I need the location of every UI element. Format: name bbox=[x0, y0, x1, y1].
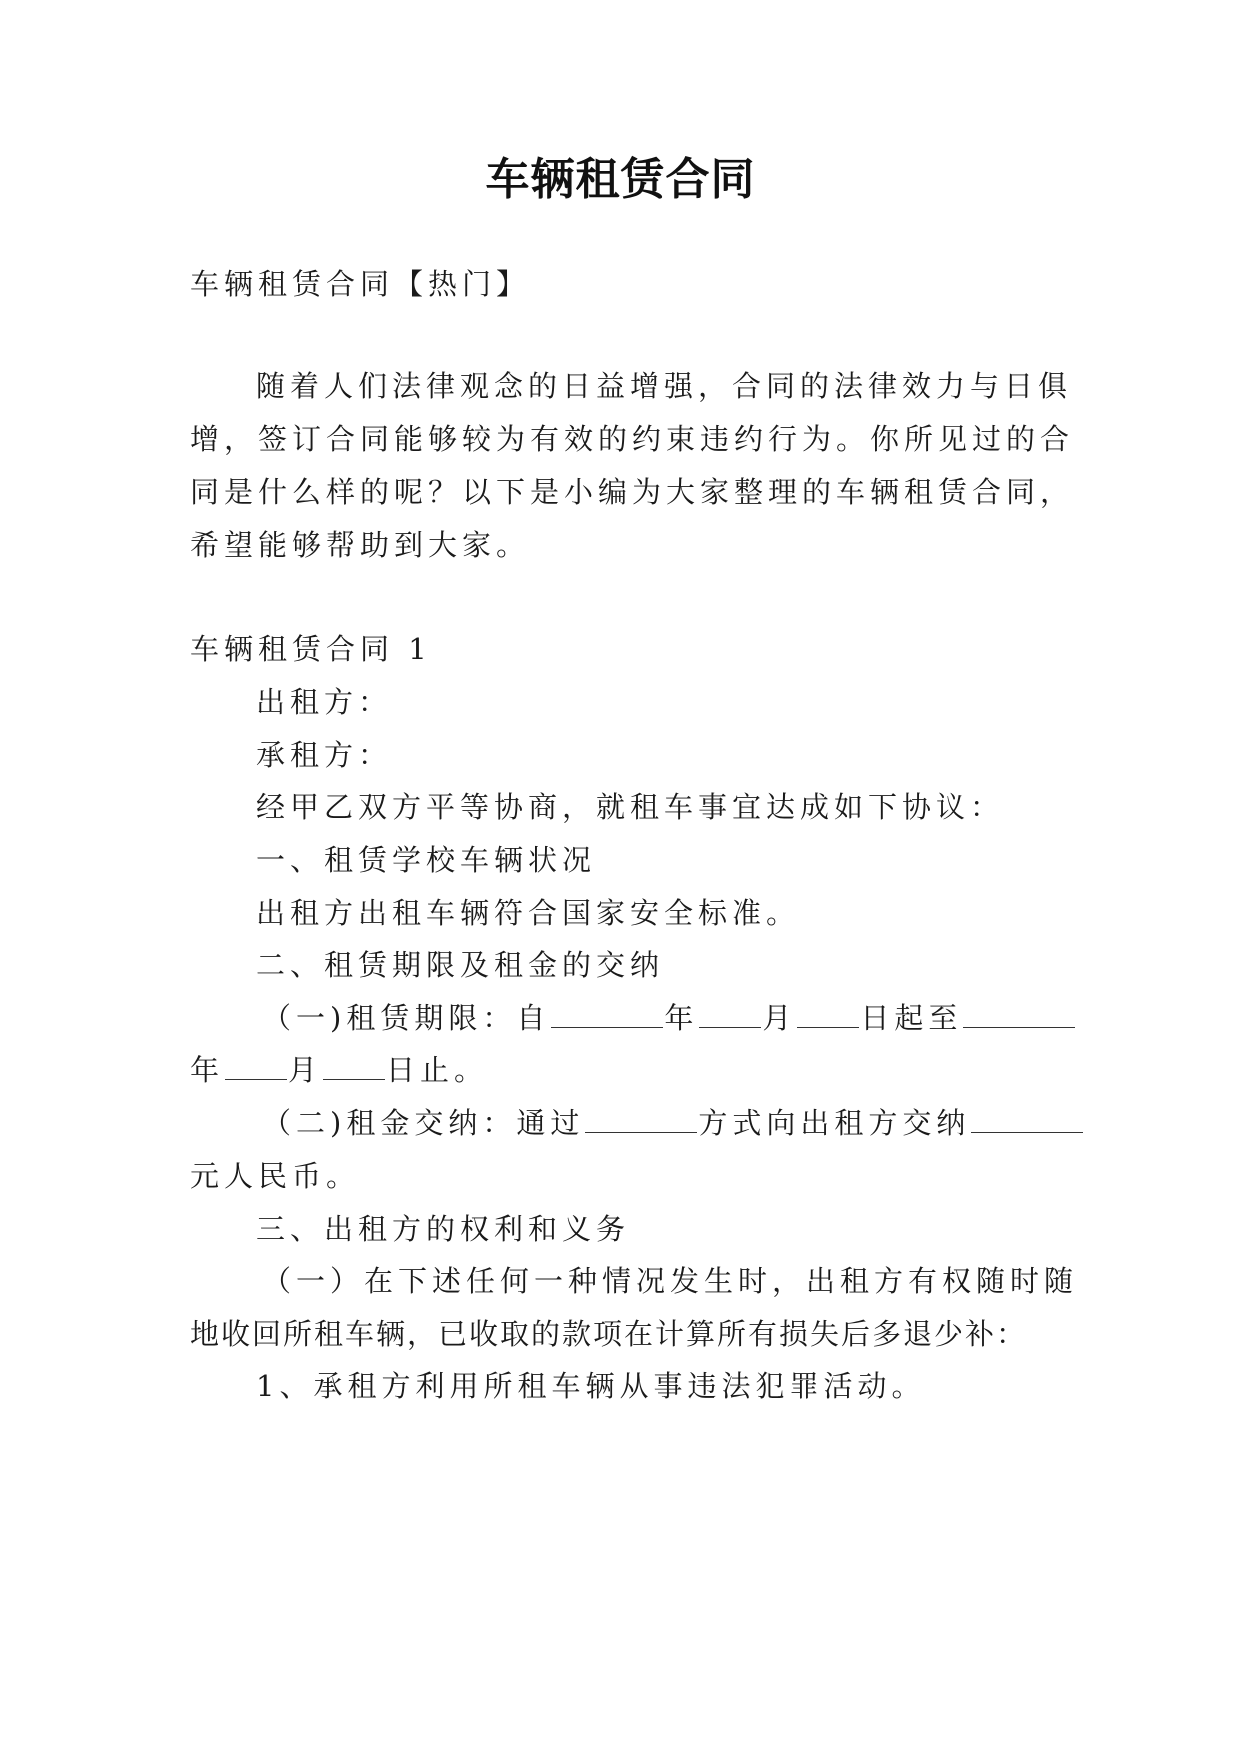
clause-text: 地收回所租车辆，已收取的款项在计算所有损失后多退少补： bbox=[190, 1317, 1028, 1351]
clause-heading: 一、租赁学校车辆状况 bbox=[256, 843, 597, 877]
agreement-text: 经甲乙双方平等协商，就租车事宜达成如下协议： bbox=[256, 790, 1005, 824]
list-item: 1、承租方利用所租车辆从事违法犯罪活动。 bbox=[256, 1369, 926, 1403]
month-label: 月 bbox=[288, 1053, 323, 1087]
document-subtitle: 车辆租赁合同【热门】 bbox=[190, 267, 531, 301]
clause-heading: 二、租赁期限及租金的交纳 bbox=[256, 948, 665, 982]
section-heading: 车辆租赁合同 1 bbox=[190, 632, 432, 666]
intro-line: 同是什么样的呢？以下是小编为大家整理的车辆租赁合同， bbox=[190, 475, 1075, 509]
blank-field bbox=[551, 1003, 663, 1028]
clause-heading: 三、出租方的权利和义务 bbox=[256, 1212, 631, 1246]
lessor-label: 出租方： bbox=[256, 685, 393, 719]
blank-field bbox=[585, 1108, 697, 1133]
clause-text: （一）在下述任何一种情况发生时，出租方有权随时随 bbox=[262, 1264, 1079, 1298]
blank-field bbox=[797, 1003, 859, 1028]
blank-field bbox=[699, 1003, 761, 1028]
blank-field bbox=[225, 1055, 287, 1080]
month-label: 月 bbox=[762, 1001, 797, 1035]
lessee-label: 承租方： bbox=[256, 738, 393, 772]
lease-term-prefix: （一)租赁期限：自 bbox=[262, 1001, 551, 1035]
blank-field bbox=[963, 1003, 1075, 1028]
lease-term-line-cont bbox=[190, 1050, 488, 1090]
clause-text: 出租方出租车辆符合国家安全标准。 bbox=[256, 896, 801, 930]
intro-line: 增，签订合同能够较为有效的约束违约行为。你所见过的合 bbox=[190, 422, 1075, 456]
document-title: 车辆租赁合同 bbox=[485, 154, 756, 205]
payment-line-cont: 元人民币。 bbox=[190, 1159, 361, 1193]
intro-line: 随着人们法律观念的日益增强，合同的法律效力与日俱 bbox=[256, 369, 1073, 403]
year-label: 年 bbox=[190, 1053, 225, 1087]
lease-term-line bbox=[262, 998, 1076, 1038]
payment-line bbox=[262, 1103, 1084, 1143]
payment-middle: 方式向出租方交纳 bbox=[698, 1106, 971, 1140]
blank-field bbox=[971, 1108, 1083, 1133]
year-label: 年 bbox=[664, 1001, 699, 1035]
payment-prefix: （二)租金交纳：通过 bbox=[262, 1106, 585, 1140]
day-from-label: 日起至 bbox=[860, 1001, 963, 1035]
blank-field bbox=[323, 1055, 385, 1080]
intro-line: 希望能够帮助到大家。 bbox=[190, 528, 531, 562]
day-end-label: 日止。 bbox=[386, 1053, 489, 1087]
